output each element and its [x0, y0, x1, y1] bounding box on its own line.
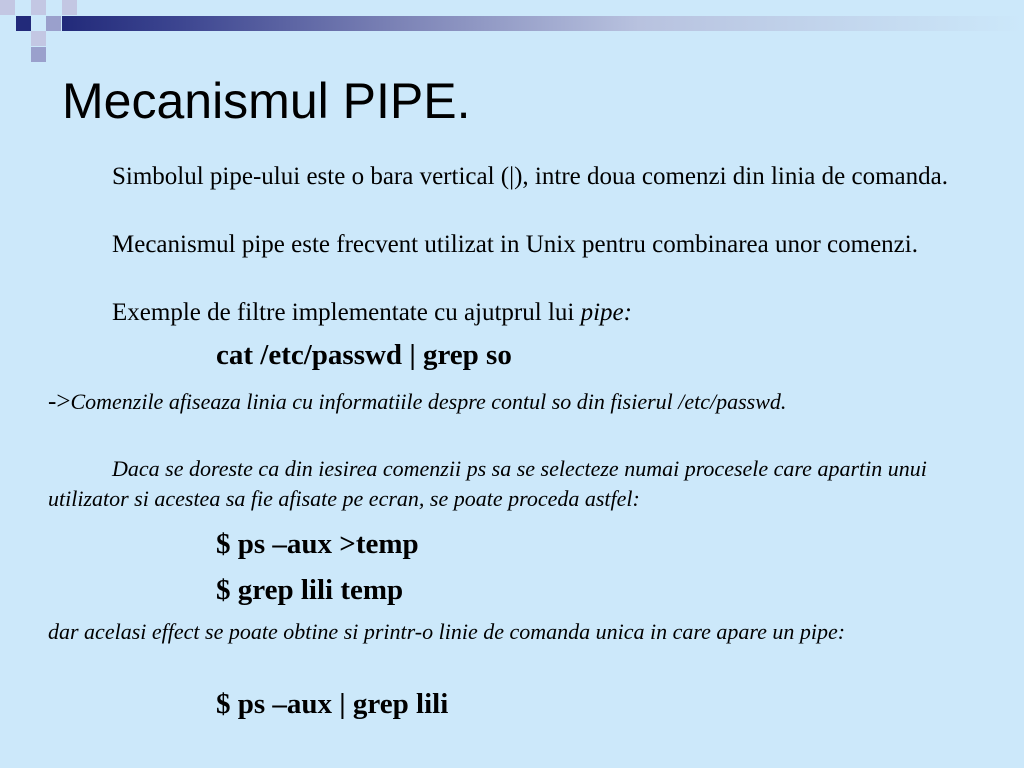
paragraph-examples — [48, 296, 1008, 330]
deco-square — [46, 16, 61, 31]
paragraph-pipe-symbol: Simbolul pipe-ului este o bara vertical (|), intre doua comenzi din linia de comanda. — [112, 163, 948, 190]
arrow-symbol: -> — [48, 388, 71, 415]
command-cat-grep: cat /etc/passwd | grep so — [216, 339, 512, 371]
paragraph-filter-process: Daca se doreste ca din iesirea comenzii ps sa se selecteze numai procesele care apartin unui utilizator si acestea sa fie afisate pe ecran, se poate proceda astfel: — [48, 456, 927, 511]
deco-square — [31, 47, 46, 62]
deco-square — [0, 0, 15, 15]
explanation-italic: Comenzile afiseaza linia cu informatiile despre contul so din fisierul /etc/passwd. — [70, 389, 787, 414]
paragraph-pipe-usage: Mecanismul pipe este frecvent utilizat in Unix pentru combinarea unor comenzi. — [112, 231, 918, 258]
paragraph-command-explanation — [48, 386, 1008, 417]
slide-title: Mecanismul PIPE. — [62, 73, 471, 129]
examples-text: Exemple de filtre implementate cu ajutprul lui — [112, 299, 581, 326]
command-ps-temp: $ ps –aux >temp — [216, 528, 419, 560]
deco-square — [16, 16, 31, 31]
command-grep-temp: $ grep lili temp — [216, 574, 404, 606]
deco-square — [62, 0, 77, 15]
deco-square — [31, 0, 46, 15]
paragraph-single-line: dar acelasi effect se poate obtine si printr-o linie de comanda unica in care apare un pipe: — [48, 619, 846, 644]
header-gradient-bar — [62, 16, 1024, 31]
examples-italic: pipe: — [580, 299, 632, 326]
command-ps-pipe-grep: $ ps –aux | grep lili — [216, 688, 449, 720]
deco-square — [31, 31, 46, 46]
